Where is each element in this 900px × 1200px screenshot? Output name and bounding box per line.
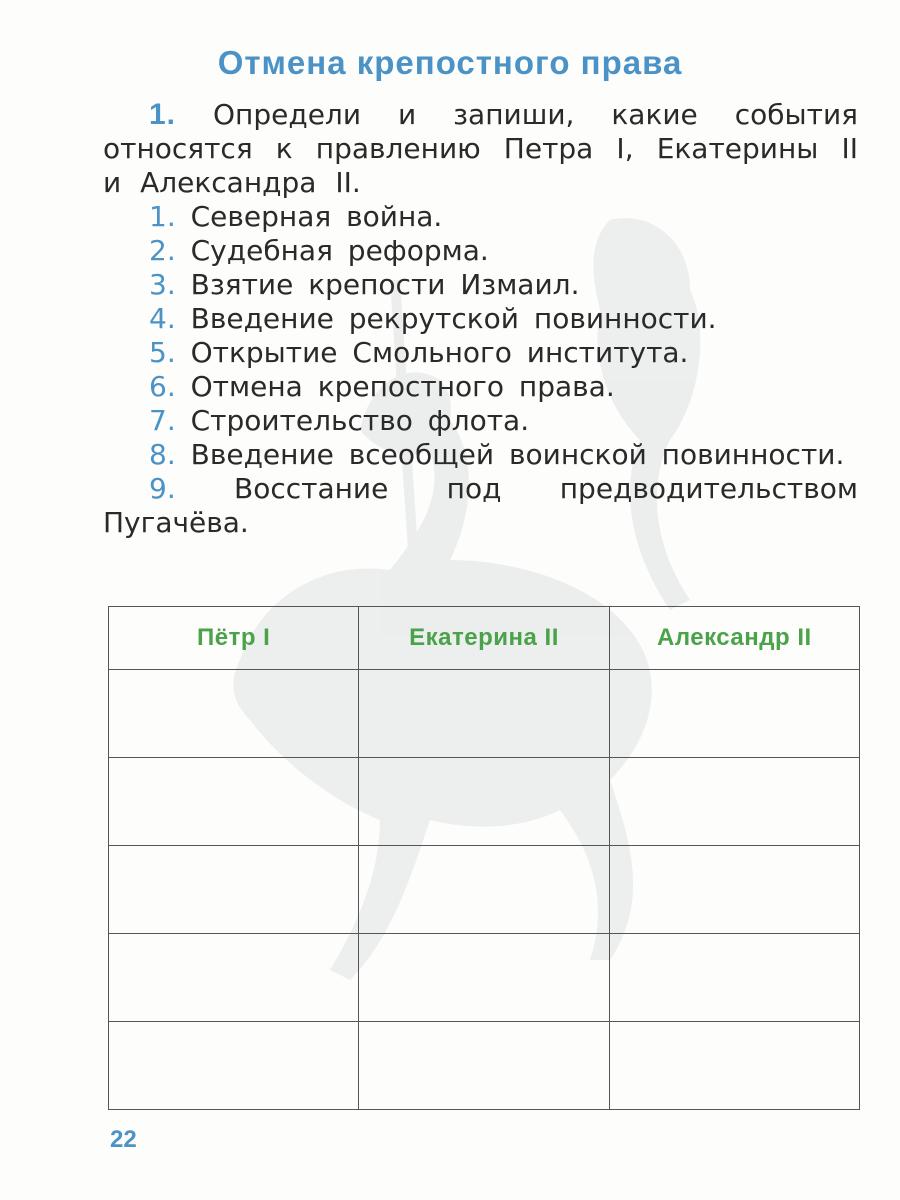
answer-cell[interactable]: [609, 1022, 859, 1110]
list-item-text: Введение всеобщей воинской повинности.: [190, 438, 845, 471]
answer-cell[interactable]: [359, 758, 609, 846]
table-row: [109, 758, 860, 846]
table-row: [109, 934, 860, 1022]
list-item-text: Отмена крепостного права.: [190, 370, 615, 403]
answer-cell[interactable]: [609, 670, 859, 758]
page-number: 22: [110, 1126, 137, 1153]
table-header-row: [109, 607, 860, 670]
answer-cell[interactable]: [359, 846, 609, 934]
list-item: [103, 234, 858, 268]
task-intro: [103, 98, 858, 200]
list-item: [103, 336, 858, 370]
column-header-alexander: Александр II: [609, 607, 859, 670]
answer-cell[interactable]: [109, 670, 359, 758]
answer-cell[interactable]: [609, 934, 859, 1022]
list-item-text: Открытие Смольного института.: [190, 336, 689, 369]
list-item-text: Строительство флота.: [190, 404, 530, 437]
list-item: [103, 472, 858, 540]
column-header-catherine: Екатерина II: [359, 607, 609, 670]
rulers-events-table: [108, 606, 860, 1110]
table-row: [109, 670, 860, 758]
list-item: [103, 404, 858, 438]
task-number: 1.: [149, 98, 177, 131]
list-item-number: 9.: [149, 472, 176, 505]
table-row: [109, 1022, 860, 1110]
list-item-text: Взятие крепости Измаил.: [190, 268, 580, 301]
list-item-number: 7.: [149, 404, 176, 437]
list-item-number: 2.: [149, 234, 176, 267]
list-item: [103, 438, 858, 472]
task-block: [103, 98, 858, 540]
list-item-number: 5.: [149, 336, 176, 369]
column-header-peter: Пётр I: [109, 607, 359, 670]
list-item-text: Восстание под предводительством Пугачёва.: [103, 472, 858, 539]
task-instruction: Определи и запиши, какие события относятся к правлению Петра I, Екатерины II и Александра II.: [103, 98, 858, 199]
answer-cell[interactable]: [359, 1022, 609, 1110]
answer-cell[interactable]: [109, 1022, 359, 1110]
answer-cell[interactable]: [109, 934, 359, 1022]
list-item-number: 3.: [149, 268, 176, 301]
list-item-text: Введение рекрутской повинности.: [190, 302, 717, 335]
list-item: [103, 200, 858, 234]
page-title: Отмена крепостного права: [217, 44, 683, 81]
answer-cell[interactable]: [109, 758, 359, 846]
list-item-text: Северная война.: [190, 200, 443, 233]
answer-cell[interactable]: [359, 670, 609, 758]
answer-cell[interactable]: [609, 846, 859, 934]
answer-cell[interactable]: [109, 846, 359, 934]
list-item-number: 8.: [149, 438, 176, 471]
list-item-number: 1.: [149, 200, 176, 233]
table-row: [109, 846, 860, 934]
list-item-number: 4.: [149, 302, 176, 335]
list-item: [103, 302, 858, 336]
answer-cell[interactable]: [609, 758, 859, 846]
list-item-number: 6.: [149, 370, 176, 403]
list-item-text: Судебная реформа.: [190, 234, 489, 267]
list-item: [103, 268, 858, 302]
list-item: [103, 370, 858, 404]
answer-cell[interactable]: [359, 934, 609, 1022]
